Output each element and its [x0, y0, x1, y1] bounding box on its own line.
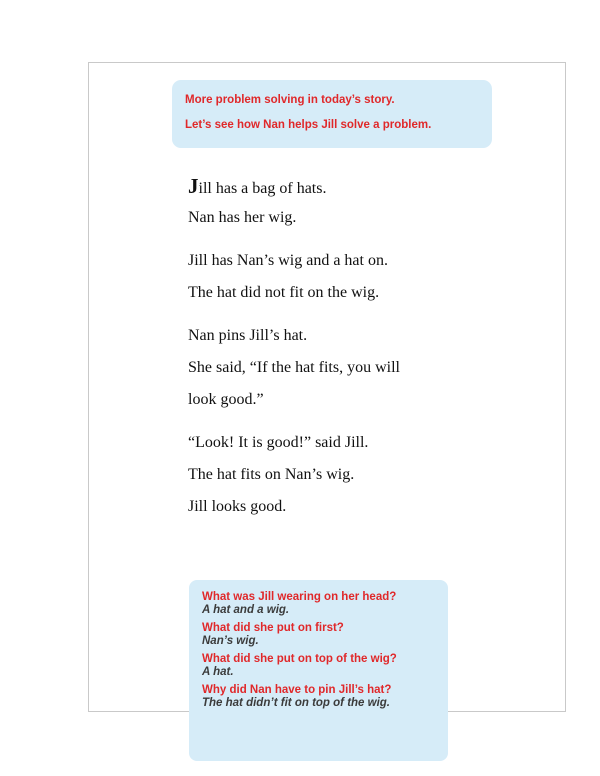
- stanza-gap: [188, 416, 518, 427]
- story-line: Jill has Nan’s wig and a hat on.: [188, 252, 388, 269]
- qa-item: [202, 653, 448, 679]
- story-line: Nan has her wig.: [188, 209, 297, 226]
- stanza-gap: [188, 234, 518, 245]
- stanza-gap: [188, 309, 518, 320]
- answer: A hat.: [202, 666, 234, 678]
- story-line: “Look! It is good!” said Jill.: [188, 434, 369, 451]
- answer: A hat and a wig.: [202, 604, 290, 616]
- story-line: Jill looks good.: [188, 498, 287, 515]
- story-line: The hat did not fit on the wig.: [188, 284, 380, 301]
- story-line: Nan pins Jill’s hat.: [188, 327, 308, 344]
- answer: The hat didn’t fit on top of the wig.: [202, 697, 391, 709]
- drop-cap: J: [188, 174, 199, 198]
- story-line: The hat fits on Nan’s wig.: [188, 466, 355, 483]
- story-text: [188, 170, 518, 523]
- story-line: look good.”: [188, 391, 264, 408]
- answer: Nan’s wig.: [202, 635, 259, 647]
- question: What did she put on first?: [202, 622, 344, 634]
- story-line: [188, 170, 518, 202]
- intro-callout: [172, 80, 492, 148]
- questions-callout: [189, 580, 448, 761]
- question: Why did Nan have to pin Jill’s hat?: [202, 684, 392, 696]
- qa-item: [202, 591, 448, 617]
- question: What did she put on top of the wig?: [202, 653, 397, 665]
- story-line: She said, “If the hat fits, you will: [188, 359, 400, 376]
- intro-line-1: More problem solving in today’s story.: [185, 94, 395, 106]
- question: What was Jill wearing on her head?: [202, 591, 397, 603]
- intro-line-2: Let’s see how Nan helps Jill solve a problem.: [185, 119, 432, 131]
- qa-item: [202, 622, 448, 648]
- qa-item: [202, 684, 448, 710]
- story-line-text: ill has a bag of hats.: [198, 180, 327, 197]
